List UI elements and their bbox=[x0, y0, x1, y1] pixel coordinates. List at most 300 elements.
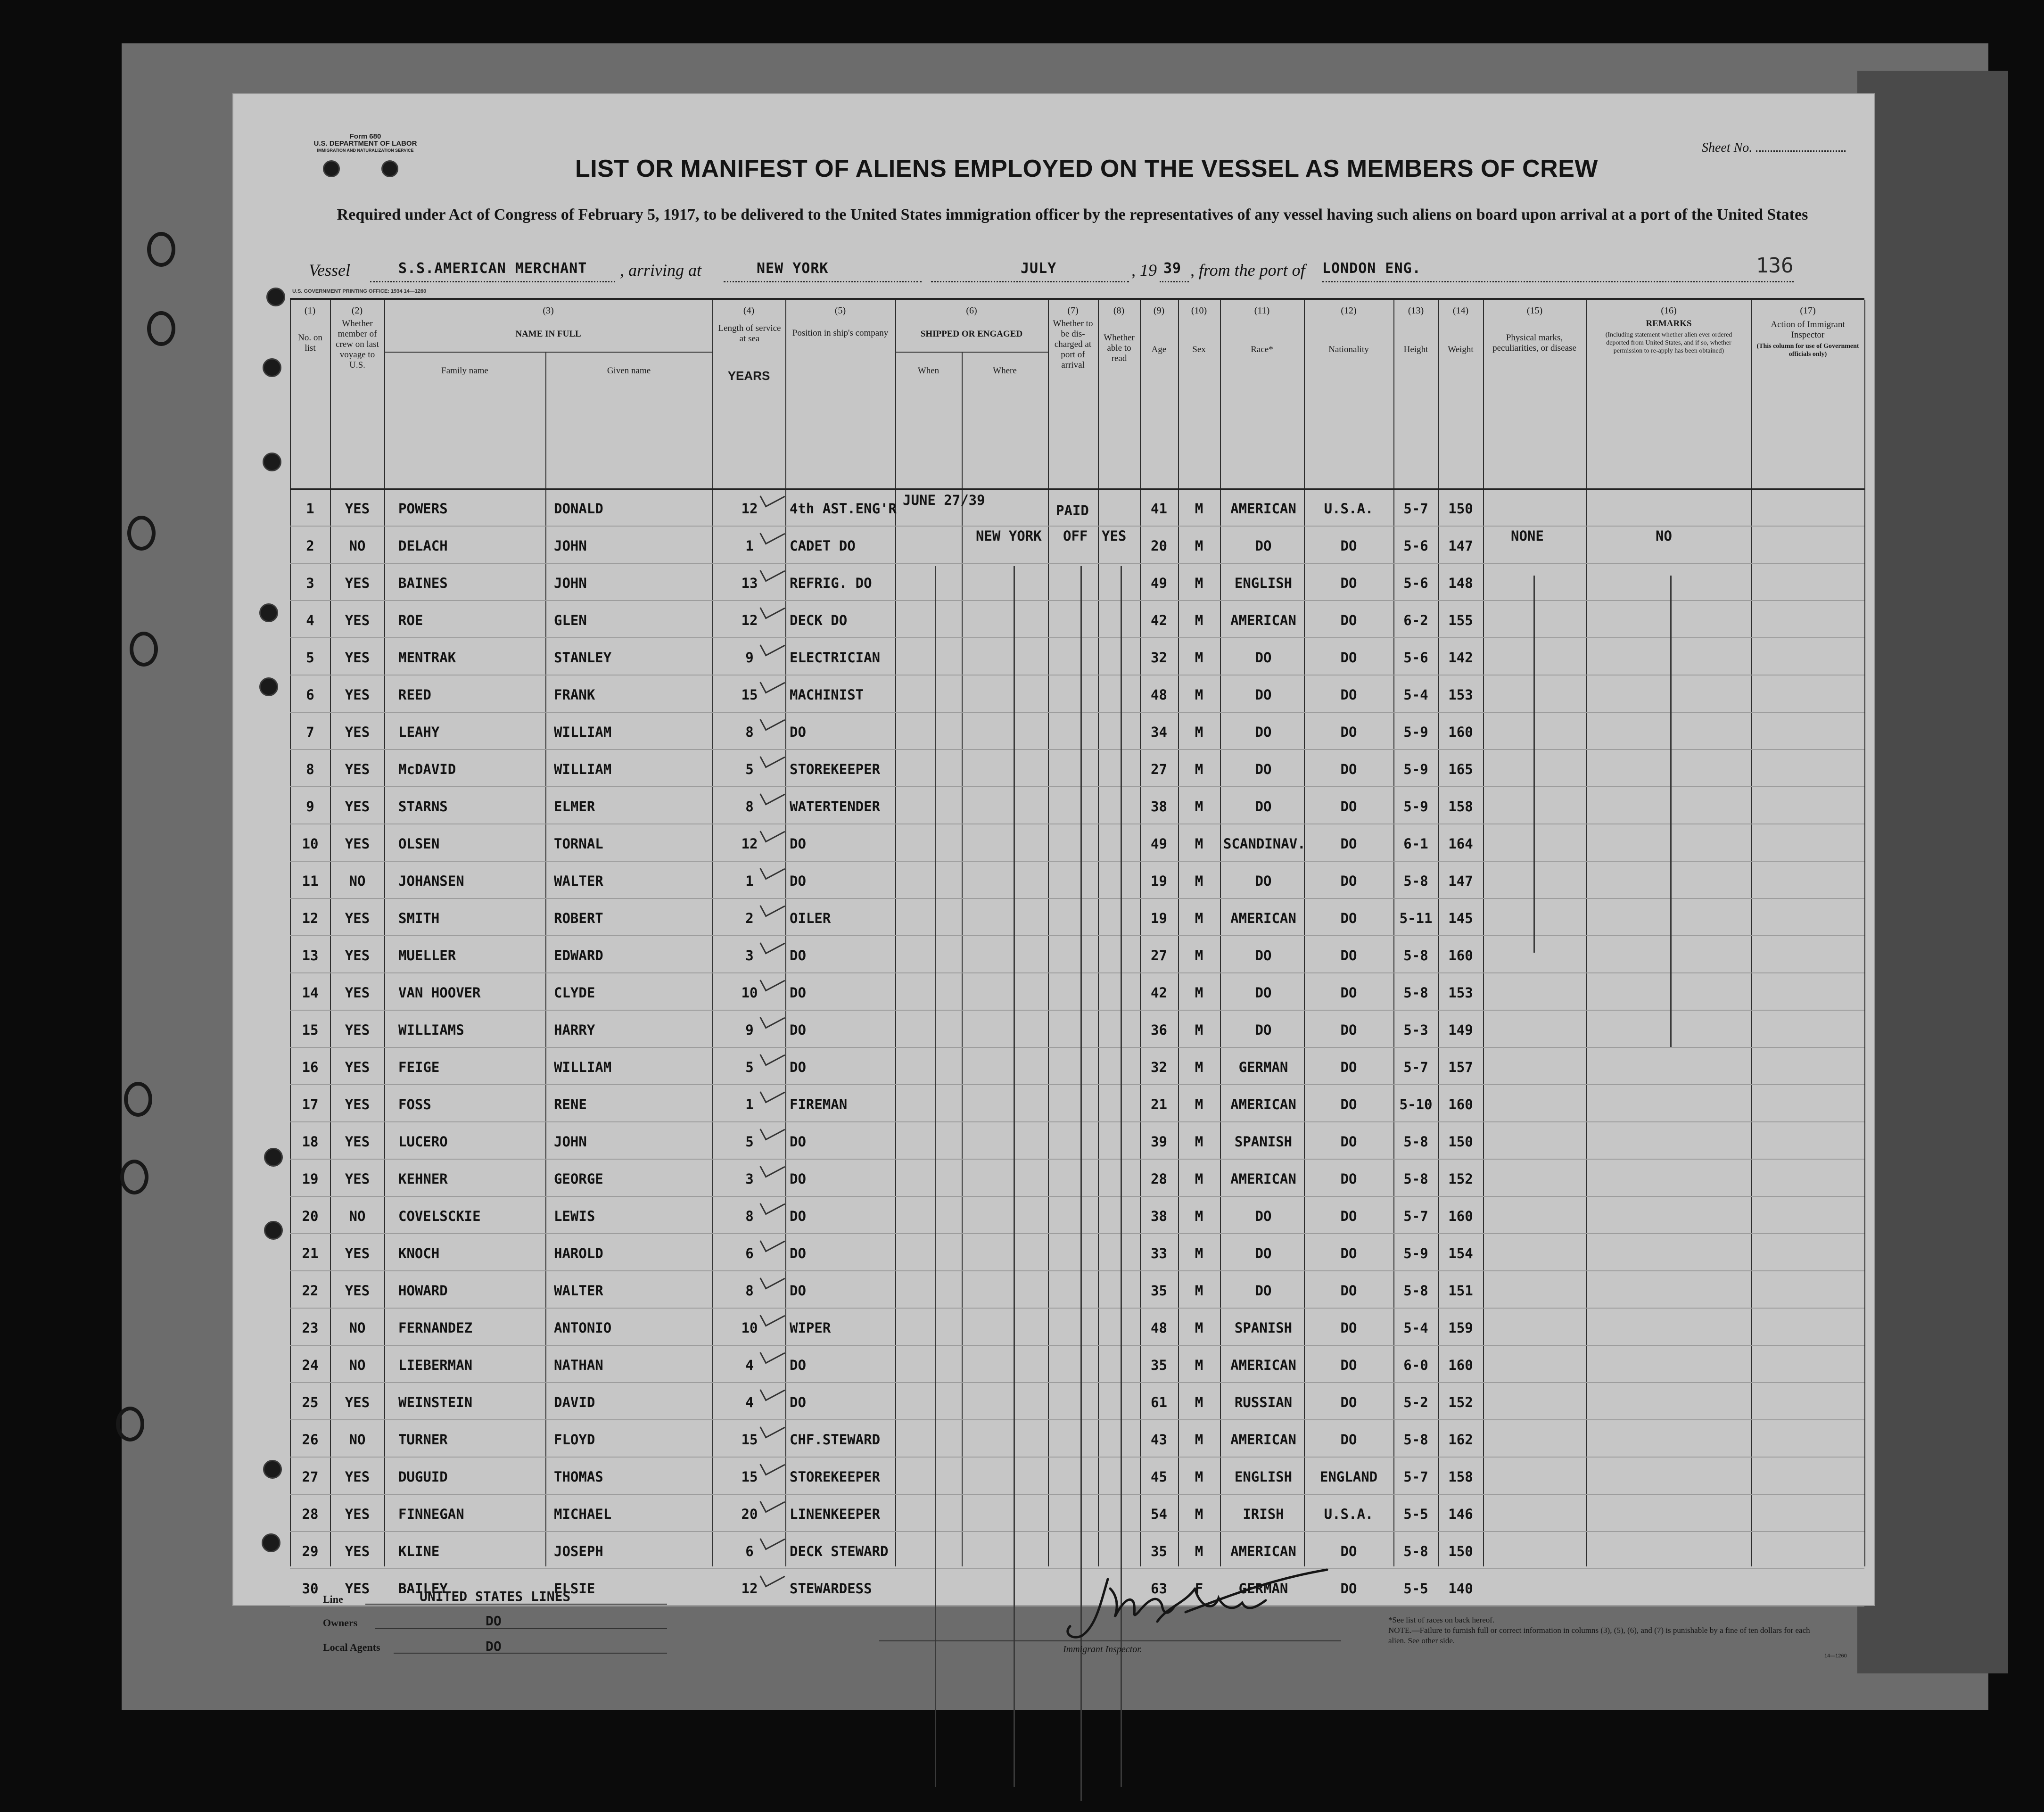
table-row bbox=[290, 712, 1864, 749]
family-name-value: FERNANDEZ bbox=[398, 1320, 473, 1336]
age-value: 63 bbox=[1151, 1581, 1167, 1597]
punch-hole bbox=[264, 1221, 283, 1240]
height-value: 5-5 bbox=[1403, 1506, 1428, 1522]
sex-value: M bbox=[1195, 1432, 1203, 1448]
nationality-value: DO bbox=[1340, 836, 1357, 852]
form-line: U.S. DEPARTMENT OF LABOR bbox=[313, 140, 417, 148]
height-value: 5-6 bbox=[1403, 538, 1428, 554]
punch-hole bbox=[263, 453, 281, 471]
nationality-value: DO bbox=[1340, 724, 1357, 740]
position-value: DO bbox=[790, 873, 806, 889]
header-age: Age bbox=[1151, 345, 1167, 354]
last-voyage-value: NO bbox=[349, 1208, 366, 1224]
height-value: 5-8 bbox=[1403, 1432, 1428, 1448]
binder-hole bbox=[147, 311, 175, 346]
given-name-value: HAROLD bbox=[554, 1245, 603, 1261]
last-voyage-value: NO bbox=[349, 1432, 366, 1448]
binder-hole bbox=[130, 632, 158, 667]
given-name-value: ELMER bbox=[554, 799, 595, 815]
weight-value: 149 bbox=[1448, 1022, 1473, 1038]
last-voyage-value: YES bbox=[345, 1283, 370, 1299]
years-value: 4 bbox=[745, 1357, 754, 1373]
years-value: 12 bbox=[741, 612, 758, 628]
sex-value: M bbox=[1195, 1245, 1203, 1261]
family-name-value: MUELLER bbox=[398, 947, 456, 964]
height-value: 5-4 bbox=[1403, 1320, 1428, 1336]
family-name-value: LEAHY bbox=[398, 724, 440, 740]
age-value: 43 bbox=[1151, 1432, 1167, 1448]
age-value: 35 bbox=[1151, 1357, 1167, 1373]
shipped-where: NEW YORK bbox=[976, 528, 1042, 544]
family-name-value: BAINES bbox=[398, 575, 448, 591]
last-voyage-value: NO bbox=[349, 538, 366, 554]
punch-hole bbox=[259, 603, 278, 622]
table-row bbox=[290, 1494, 1864, 1531]
race-value: DO bbox=[1255, 650, 1272, 666]
race-value: ENGLISH bbox=[1234, 1469, 1293, 1485]
race-value: DO bbox=[1255, 873, 1272, 889]
sex-value: M bbox=[1195, 985, 1203, 1001]
header-action-note: (This column for use of Government officials only) bbox=[1756, 343, 1859, 358]
race-value: ENGLISH bbox=[1234, 575, 1293, 591]
column-number: (2) bbox=[351, 305, 363, 316]
column-number: (10) bbox=[1191, 305, 1207, 316]
years-value: 1 bbox=[745, 1096, 754, 1112]
arrival-year: 39 bbox=[1163, 260, 1182, 277]
race-value: DO bbox=[1255, 761, 1272, 777]
height-value: 5-8 bbox=[1403, 1171, 1428, 1187]
weight-value: 164 bbox=[1448, 836, 1473, 852]
position-value: DO bbox=[790, 985, 806, 1001]
nationality-value: DO bbox=[1340, 1581, 1357, 1597]
years-value: 10 bbox=[741, 985, 758, 1001]
weight-value: 160 bbox=[1448, 947, 1473, 964]
position-value: STOREKEEPER bbox=[790, 1469, 881, 1485]
nationality-value: DO bbox=[1340, 612, 1357, 628]
inspector-rule bbox=[879, 1640, 1341, 1641]
given-name-value: ROBERT bbox=[554, 910, 603, 926]
nationality-value: DO bbox=[1340, 1283, 1357, 1299]
column-number: (17) bbox=[1800, 305, 1816, 316]
weight-value: 152 bbox=[1448, 1171, 1473, 1187]
height-value: 5-11 bbox=[1399, 910, 1433, 926]
table-row bbox=[290, 935, 1864, 972]
last-voyage-value: YES bbox=[345, 761, 370, 777]
last-voyage-value: YES bbox=[345, 1171, 370, 1187]
weight-value: 142 bbox=[1448, 650, 1473, 666]
age-value: 28 bbox=[1151, 1171, 1167, 1187]
position-value: FIREMAN bbox=[790, 1096, 848, 1112]
row-number: 10 bbox=[302, 836, 319, 852]
sex-value: M bbox=[1195, 1208, 1203, 1224]
given-name-value: WILLIAM bbox=[554, 724, 612, 740]
table-row bbox=[290, 1010, 1864, 1047]
sex-value: M bbox=[1195, 873, 1203, 889]
years-value: 12 bbox=[741, 1581, 758, 1597]
last-voyage-value: YES bbox=[345, 1096, 370, 1112]
header-remarks: REMARKS bbox=[1646, 319, 1692, 329]
years-value: 13 bbox=[741, 575, 758, 591]
page-subtitle: Required under Act of Congress of February 5, 1917, to be delivered to the United States immigration officer by the representatives of any vessel having such aliens on board upon arrival at a port of the United States bbox=[337, 206, 1808, 223]
position-value: LINENKEEPER bbox=[790, 1506, 881, 1522]
height-value: 6-1 bbox=[1403, 836, 1428, 852]
punch-hole bbox=[263, 358, 281, 377]
age-value: 32 bbox=[1151, 1059, 1167, 1075]
column-number: (1) bbox=[304, 305, 316, 316]
age-value: 34 bbox=[1151, 724, 1167, 740]
race-value: AMERICAN bbox=[1230, 1096, 1296, 1112]
sex-value: M bbox=[1195, 1059, 1203, 1075]
given-name-value: ELSIE bbox=[554, 1581, 595, 1597]
height-value: 5-4 bbox=[1403, 687, 1428, 703]
year-prefix: , 19 bbox=[1131, 261, 1157, 280]
row-number: 25 bbox=[302, 1394, 319, 1410]
weight-value: 165 bbox=[1448, 761, 1473, 777]
header-when: When bbox=[917, 366, 940, 376]
years-value: 6 bbox=[745, 1245, 754, 1261]
sex-value: M bbox=[1195, 836, 1203, 852]
nationality-value: DO bbox=[1340, 1543, 1357, 1559]
years-value: 15 bbox=[741, 687, 758, 703]
able-read-value: YES bbox=[1102, 528, 1127, 544]
age-value: 27 bbox=[1151, 947, 1167, 964]
last-voyage-value: YES bbox=[345, 724, 370, 740]
header-discharged: Whether to be dis-charged at port of arrival bbox=[1053, 319, 1093, 370]
last-voyage-value: YES bbox=[345, 1394, 370, 1410]
position-value: DO bbox=[790, 1245, 806, 1261]
column-number: (11) bbox=[1254, 305, 1270, 316]
from-port-label: , from the port of bbox=[1190, 261, 1305, 280]
sex-value: M bbox=[1195, 501, 1203, 517]
header-length-service: Length of service at sea bbox=[718, 323, 781, 344]
punch-hole bbox=[266, 288, 285, 306]
header-given-name: Given name bbox=[607, 366, 651, 376]
row-number: 17 bbox=[302, 1096, 319, 1112]
header-sex: Sex bbox=[1192, 345, 1206, 354]
race-value: GERMAN bbox=[1238, 1059, 1288, 1075]
years-value: 15 bbox=[741, 1432, 758, 1448]
header-rule bbox=[895, 352, 1048, 353]
table-row bbox=[290, 861, 1864, 898]
race-value: SCANDINAV. bbox=[1223, 836, 1306, 852]
given-name-value: FLOYD bbox=[554, 1432, 595, 1448]
header-height: Height bbox=[1403, 345, 1428, 354]
header-family-name: Family name bbox=[441, 366, 488, 376]
row-number: 7 bbox=[306, 724, 314, 740]
position-value: DO bbox=[790, 1022, 806, 1038]
height-value: 5-5 bbox=[1403, 1581, 1428, 1597]
nationality-value: DO bbox=[1340, 799, 1357, 815]
column-rule bbox=[1864, 300, 1865, 1566]
agents-value: DO bbox=[486, 1639, 502, 1654]
vessel-label: Vessel bbox=[309, 261, 350, 280]
height-value: 5-10 bbox=[1399, 1096, 1433, 1112]
age-value: 48 bbox=[1151, 687, 1167, 703]
race-value: DO bbox=[1255, 1022, 1272, 1038]
weight-value: 158 bbox=[1448, 1469, 1473, 1485]
weight-value: 160 bbox=[1448, 1208, 1473, 1224]
print-note: U.S. GOVERNMENT PRINTING OFFICE: 1934 14—1260 bbox=[292, 288, 427, 294]
position-value: WIPER bbox=[790, 1320, 831, 1336]
table-row bbox=[290, 675, 1864, 712]
family-name-value: KLINE bbox=[398, 1543, 440, 1559]
row-number: 26 bbox=[302, 1432, 319, 1448]
race-value: DO bbox=[1255, 1245, 1272, 1261]
given-name-value: JOHN bbox=[554, 575, 587, 591]
position-value: STOREKEEPER bbox=[790, 761, 881, 777]
binder-hole bbox=[147, 232, 175, 267]
header-where: Where bbox=[993, 366, 1017, 376]
weight-value: 160 bbox=[1448, 1096, 1473, 1112]
position-value: DECK DO bbox=[790, 612, 848, 628]
age-value: 42 bbox=[1151, 612, 1167, 628]
last-voyage-value: YES bbox=[345, 1245, 370, 1261]
weight-value: 162 bbox=[1448, 1432, 1473, 1448]
given-name-value: TORNAL bbox=[554, 836, 603, 852]
age-value: 21 bbox=[1151, 1096, 1167, 1112]
last-voyage-value: YES bbox=[345, 687, 370, 703]
race-value: AMERICAN bbox=[1230, 612, 1296, 628]
family-name-value: JOHANSEN bbox=[398, 873, 464, 889]
given-name-value: ANTONIO bbox=[554, 1320, 612, 1336]
nationality-value: DO bbox=[1340, 1096, 1357, 1112]
weight-value: 151 bbox=[1448, 1283, 1473, 1299]
race-value: RUSSIAN bbox=[1234, 1394, 1293, 1410]
arriving-port: NEW YORK bbox=[757, 260, 829, 277]
table-row bbox=[290, 1270, 1864, 1308]
race-value: AMERICAN bbox=[1230, 1171, 1296, 1187]
family-name-value: KEHNER bbox=[398, 1171, 448, 1187]
height-value: 5-8 bbox=[1403, 1134, 1428, 1150]
family-name-value: POWERS bbox=[398, 501, 448, 517]
last-voyage-value: YES bbox=[345, 985, 370, 1001]
years-value: 3 bbox=[745, 1171, 754, 1187]
age-value: 38 bbox=[1151, 1208, 1167, 1224]
race-value: DO bbox=[1255, 799, 1272, 815]
arriving-label: , arriving at bbox=[620, 261, 702, 280]
family-name-value: LIEBERMAN bbox=[398, 1357, 473, 1373]
agents-label: Local Agents bbox=[323, 1641, 380, 1653]
last-voyage-value: YES bbox=[345, 1506, 370, 1522]
given-name-value: FRANK bbox=[554, 687, 595, 703]
position-value: DO bbox=[790, 1171, 806, 1187]
sex-value: M bbox=[1195, 1096, 1203, 1112]
nationality-value: U.S.A. bbox=[1324, 501, 1374, 517]
given-name-value: THOMAS bbox=[554, 1469, 603, 1485]
binder-hole bbox=[124, 1082, 152, 1117]
family-name-value: VAN HOOVER bbox=[398, 985, 481, 1001]
nationality-value: DO bbox=[1340, 650, 1357, 666]
sex-value: M bbox=[1195, 799, 1203, 815]
family-name-value: WILLIAMS bbox=[398, 1022, 464, 1038]
header-last-voyage: Whether member of crew on last voyage to U.S. bbox=[336, 319, 379, 370]
punch-hole bbox=[259, 677, 278, 696]
age-value: 39 bbox=[1151, 1134, 1167, 1150]
height-value: 5-2 bbox=[1403, 1394, 1428, 1410]
age-value: 35 bbox=[1151, 1283, 1167, 1299]
weight-value: 155 bbox=[1448, 612, 1473, 628]
field-rule bbox=[375, 1628, 667, 1629]
position-value: DO bbox=[790, 1283, 806, 1299]
race-value: IRISH bbox=[1243, 1506, 1284, 1522]
nationality-value: DO bbox=[1340, 1320, 1357, 1336]
given-name-value: JOHN bbox=[554, 1134, 587, 1150]
weight-value: 150 bbox=[1448, 1543, 1473, 1559]
last-voyage-value: YES bbox=[345, 575, 370, 591]
sex-value: M bbox=[1195, 910, 1203, 926]
family-name-value: MENTRAK bbox=[398, 650, 456, 666]
years-value: 8 bbox=[745, 1283, 754, 1299]
race-value: DO bbox=[1255, 538, 1272, 554]
height-value: 6-2 bbox=[1403, 612, 1428, 628]
years-value: 15 bbox=[741, 1469, 758, 1485]
vessel-name: S.S.AMERICAN MERCHANT bbox=[398, 260, 587, 277]
given-name-value: GLEN bbox=[554, 612, 587, 628]
last-voyage-value: NO bbox=[349, 1320, 366, 1336]
arrival-month: JULY bbox=[1021, 260, 1057, 277]
age-value: 20 bbox=[1151, 538, 1167, 554]
weight-value: 152 bbox=[1448, 1394, 1473, 1410]
years-value: 8 bbox=[745, 799, 754, 815]
nationality-value: ENGLAND bbox=[1319, 1469, 1378, 1485]
race-value: DO bbox=[1255, 687, 1272, 703]
table-row bbox=[290, 786, 1864, 824]
race-value: AMERICAN bbox=[1230, 1432, 1296, 1448]
given-name-value: GEORGE bbox=[554, 1171, 603, 1187]
remarks-value: NO bbox=[1656, 528, 1672, 544]
row-number: 20 bbox=[302, 1208, 319, 1224]
inspector-caption: Immigrant Inspector. bbox=[1063, 1644, 1142, 1655]
height-value: 5-7 bbox=[1403, 1059, 1428, 1075]
sex-value: M bbox=[1195, 1543, 1203, 1559]
family-name-value: DELACH bbox=[398, 538, 448, 554]
row-number: 13 bbox=[302, 947, 319, 964]
position-value: DO bbox=[790, 947, 806, 964]
position-value: WATERTENDER bbox=[790, 799, 881, 815]
race-value: DO bbox=[1255, 1283, 1272, 1299]
owners-label: Owners bbox=[323, 1617, 358, 1629]
family-name-value: STARNS bbox=[398, 799, 448, 815]
from-port: LONDON ENG. bbox=[1322, 260, 1421, 277]
years-value: 5 bbox=[745, 1134, 754, 1150]
table-row bbox=[290, 898, 1864, 935]
row-number: 12 bbox=[302, 910, 319, 926]
years-value: 1 bbox=[745, 538, 754, 554]
family-name-value: BAILEY bbox=[398, 1581, 448, 1597]
nationality-value: DO bbox=[1340, 947, 1357, 964]
punch-hole bbox=[263, 1460, 282, 1479]
row-number: 14 bbox=[302, 985, 319, 1001]
age-value: 33 bbox=[1151, 1245, 1167, 1261]
nationality-value: DO bbox=[1340, 1059, 1357, 1075]
position-value: MACHINIST bbox=[790, 687, 864, 703]
nationality-value: DO bbox=[1340, 1357, 1357, 1373]
height-value: 5-3 bbox=[1403, 1022, 1428, 1038]
age-value: 49 bbox=[1151, 575, 1167, 591]
paid-note: PAID bbox=[1056, 502, 1089, 519]
family-name-value: DUGUID bbox=[398, 1469, 448, 1485]
table-row bbox=[290, 972, 1864, 1010]
weight-value: 147 bbox=[1448, 873, 1473, 889]
table-row bbox=[290, 1084, 1864, 1121]
last-voyage-value: YES bbox=[345, 799, 370, 815]
last-voyage-value: YES bbox=[345, 910, 370, 926]
sex-value: M bbox=[1195, 1506, 1203, 1522]
nationality-value: DO bbox=[1340, 538, 1357, 554]
position-value: DO bbox=[790, 836, 806, 852]
race-value: DO bbox=[1255, 724, 1272, 740]
age-value: 49 bbox=[1151, 836, 1167, 852]
sex-value: M bbox=[1195, 724, 1203, 740]
given-name-value: STANLEY bbox=[554, 650, 612, 666]
height-value: 5-7 bbox=[1403, 501, 1428, 517]
sex-value: M bbox=[1195, 947, 1203, 964]
row-number: 23 bbox=[302, 1320, 319, 1336]
family-name-value: SMITH bbox=[398, 910, 440, 926]
table-row bbox=[290, 1121, 1864, 1159]
field-rule bbox=[1322, 281, 1794, 282]
height-value: 5-8 bbox=[1403, 985, 1428, 1001]
row-number: 2 bbox=[306, 538, 314, 554]
years-value: 20 bbox=[741, 1506, 758, 1522]
physical-marks-value: NONE bbox=[1511, 528, 1544, 544]
header-weight: Weight bbox=[1448, 345, 1474, 354]
given-name-value: WILLIAM bbox=[554, 1059, 612, 1075]
header-years: YEARS bbox=[727, 369, 770, 383]
form-number bbox=[297, 133, 434, 154]
sheet-number-line bbox=[1756, 150, 1846, 152]
inspector-signature bbox=[1044, 1560, 1336, 1645]
years-value: 6 bbox=[745, 1543, 754, 1559]
weight-value: 160 bbox=[1448, 724, 1473, 740]
age-value: 27 bbox=[1151, 761, 1167, 777]
position-value: DO bbox=[790, 1059, 806, 1075]
binder-hole bbox=[127, 516, 156, 551]
row-number: 15 bbox=[302, 1022, 319, 1038]
row-number: 4 bbox=[306, 612, 314, 628]
years-value: 2 bbox=[745, 910, 754, 926]
nationality-value: DO bbox=[1340, 575, 1357, 591]
column-number: (6) bbox=[966, 305, 977, 316]
row-number: 28 bbox=[302, 1506, 319, 1522]
position-value: OILER bbox=[790, 910, 831, 926]
years-value: 5 bbox=[745, 761, 754, 777]
row-number: 27 bbox=[302, 1469, 319, 1485]
sex-value: M bbox=[1195, 1022, 1203, 1038]
age-value: 19 bbox=[1151, 873, 1167, 889]
weight-value: 159 bbox=[1448, 1320, 1473, 1336]
race-value: DO bbox=[1255, 1208, 1272, 1224]
position-value: STEWARDESS bbox=[790, 1581, 872, 1597]
age-value: 48 bbox=[1151, 1320, 1167, 1336]
race-value: AMERICAN bbox=[1230, 1357, 1296, 1373]
weight-value: 158 bbox=[1448, 799, 1473, 815]
race-value: GERMAN bbox=[1238, 1581, 1288, 1597]
given-name-value: JOHN bbox=[554, 538, 587, 554]
age-value: 36 bbox=[1151, 1022, 1167, 1038]
row-number: 5 bbox=[306, 650, 314, 666]
height-value: 5-8 bbox=[1403, 873, 1428, 889]
row-number: 11 bbox=[302, 873, 319, 889]
last-voyage-value: YES bbox=[345, 501, 370, 517]
sex-value: M bbox=[1195, 538, 1203, 554]
table-row bbox=[290, 600, 1864, 637]
age-value: 45 bbox=[1151, 1469, 1167, 1485]
table-row bbox=[290, 1345, 1864, 1382]
nationality-value: DO bbox=[1340, 985, 1357, 1001]
given-name-value: WALTER bbox=[554, 873, 603, 889]
last-voyage-value: YES bbox=[345, 1581, 370, 1597]
